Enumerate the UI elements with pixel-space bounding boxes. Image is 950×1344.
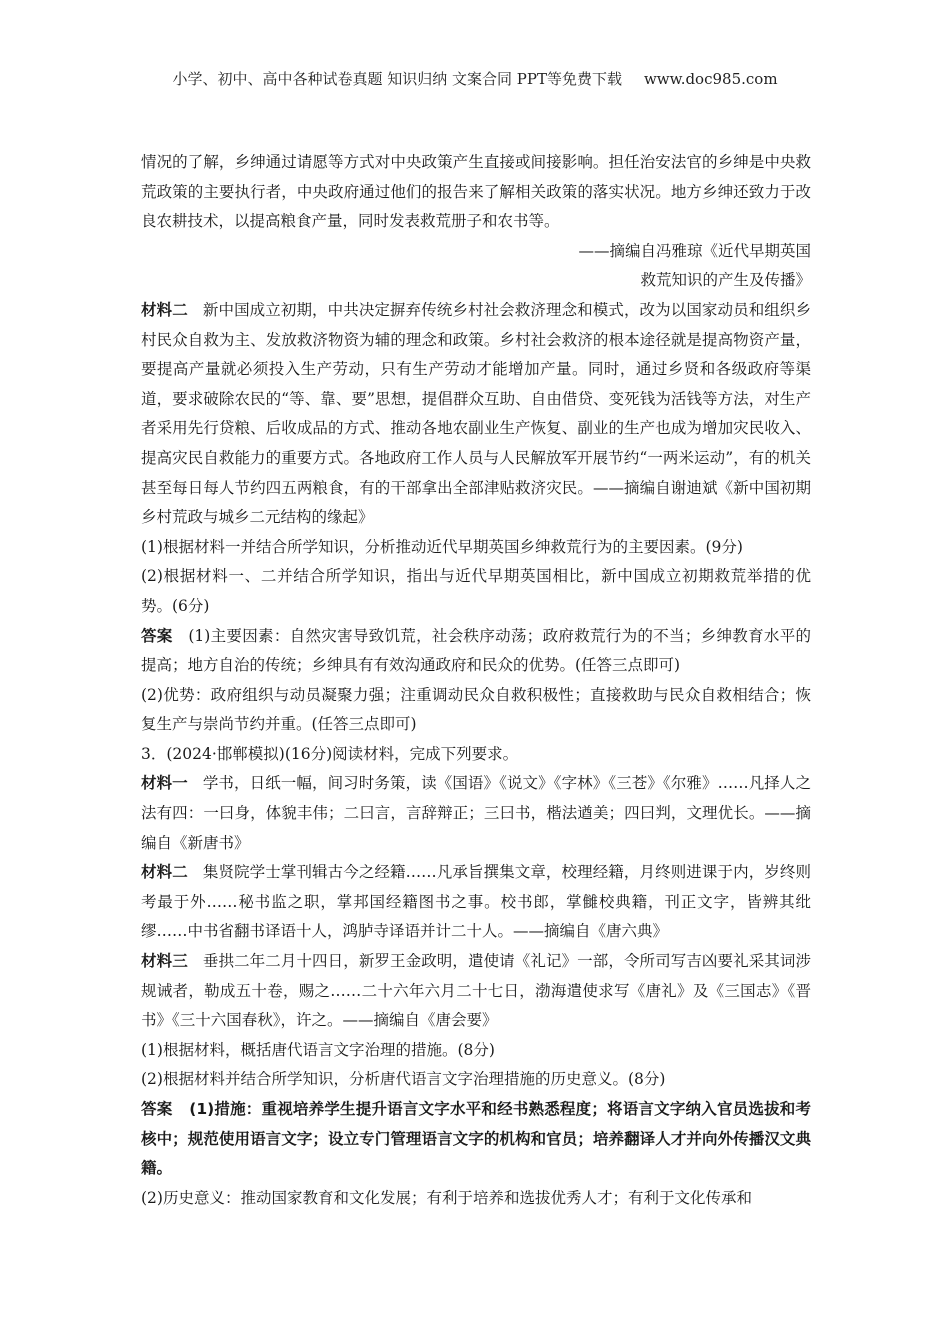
q3-material-two-text: 集贤院学士掌刊辑古今之经籍……凡承旨撰集文章，校理经籍，月终则进课于内，岁终则考最于外……秘书监之职，掌邦国经籍图书之事。校书郎，掌雠校典籍，刊正文字，皆辨其纰缪……中书省翻书译语十人，鸿胪寺译语并计二十人。——摘编自《唐六典》 xyxy=(141,863,811,941)
q3-material-three-text: 垂拱二年二月十四日，新罗王金政明，遣使请《礼记》一部，令所司写吉凶要礼采其词涉规诫者，勒成五十卷，赐之……二十六年六月二十七日，渤海遣使求写《唐礼》及《三国志》《晋书》《三十六国春秋》，许之。——摘编自《唐会要》 xyxy=(141,952,811,1030)
answer-1 xyxy=(141,622,811,681)
header-text: 小学、初中、高中各种试卷真题 知识归纳 文案合同 PPT等免费下载 xyxy=(172,70,622,88)
material-one-tail: 情况的了解，乡绅通过请愿等方式对中央政策产生直接或间接影响。担任治安法官的乡绅是中央救荒政策的主要执行者，中央政府通过他们的报告来了解相关政策的落实状况。地方乡绅还致力于改良农耕技术，以提高粮食产量，同时发表救荒册子和农书等。 xyxy=(141,153,811,231)
q3-material-three xyxy=(141,947,811,1036)
question-1: (1)根据材料一并结合所学知识，分析推动近代早期英国乡绅救荒行为的主要因素。(9分) xyxy=(141,537,743,556)
q3-material-three-label: 材料三 xyxy=(141,952,188,971)
material-two-text: 新中国成立初期，中共决定摒弃传统乡村社会救济理念和模式，改为以国家动员和组织乡村民众自救为主、发放救济物资为辅的理念和政策。乡村社会救济的根本途径就是提高物资产量，要提高产量就必须投入生产劳动，只有生产劳动才能增加产量。同时，通过乡贤和各级政府等渠道，要求破除农民的“等、靠、要”思想，提倡群众互助、自由借贷、变死钱为活钱等方法，对生产者采用先行贷粮、后收成品的方式、推动各地农副业生产恢复、副业的生产也成为增加灾民收入、提高灾民自救能力的重要方式。各地政府工作人员与人民解放军开展节约“一两米运动”，有的机关甚至每日每人节约四五两粮食，有的干部拿出全部津贴救济灾民。——摘编自谢迪斌《新中国初期乡村荒政与城乡二元结构的缘起》 xyxy=(141,300,811,527)
q3-material-two xyxy=(141,858,811,947)
answer-1-text: (1)主要因素：自然灾害导致饥荒，社会秩序动荡；政府救荒行为的不当；乡绅教育水平的提高；地方自治的传统；乡绅具有有效沟通政府和民众的优势。(任答三点即可) xyxy=(141,626,811,675)
q3-material-one-label: 材料一 xyxy=(141,774,188,793)
q3-material-one xyxy=(141,769,811,858)
material-two xyxy=(141,296,811,533)
q3-material-one-text: 学书，日纸一幅，间习时务策，读《国语》《说文》《字林》《三苍》《尔雅》……凡择人之法有四：一曰身，体貌丰伟；二曰言，言辞辩正；三曰书，楷法遒美；四曰判，文理优长。——摘编自《新唐书》 xyxy=(141,774,811,852)
answer-label: 答案 xyxy=(141,626,173,645)
q3-material-two-label: 材料二 xyxy=(141,863,188,882)
answer-2: (2)优势：政府组织与动员凝聚力强；注重调动民众自救积极性；直接救助与民众自救相结合；恢复生产与崇尚节约并重。(任答三点即可) xyxy=(141,685,811,734)
material-one-source-line2: 救荒知识的产生及传播》 xyxy=(640,271,811,290)
answer-3-1-text: (1)措施：重视培养学生提升语言文字水平和经书熟悉程度；将语言文字纳入官员选拔和考核中；规范使用语言文字；设立专门管理语言文字的机构和官员；培养翻译人才并向外传播汉文典籍。 xyxy=(141,1100,811,1178)
answer-3-label: 答案 xyxy=(141,1100,173,1118)
material-two-label: 材料二 xyxy=(141,300,188,319)
question-3-2: (2)根据材料并结合所学知识，分析唐代语言文字治理措施的历史意义。(8分) xyxy=(141,1070,666,1089)
question-3-1: (1)根据材料，概括唐代语言文字治理的措施。(8分) xyxy=(141,1040,495,1059)
answer-3-2: (2)历史意义：推动国家教育和文化发展；有利于培养和选拔优秀人才；有利于文化传承和 xyxy=(141,1188,752,1207)
material-one-source-line1: ——摘编自冯雅琼《近代早期英国 xyxy=(578,241,811,260)
question-2: (2)根据材料一、二并结合所学知识，指出与近代早期英国相比，新中国成立初期救荒举措的优势。(6分) xyxy=(141,567,811,615)
document-body xyxy=(141,148,811,1213)
header-url[interactable]: www.doc985.com xyxy=(643,70,778,88)
answer-3-1 xyxy=(141,1095,811,1184)
question-3-title: 3．(2024·邯郸模拟)(16分)阅读材料，完成下列要求。 xyxy=(141,744,519,763)
page-header xyxy=(0,68,950,89)
